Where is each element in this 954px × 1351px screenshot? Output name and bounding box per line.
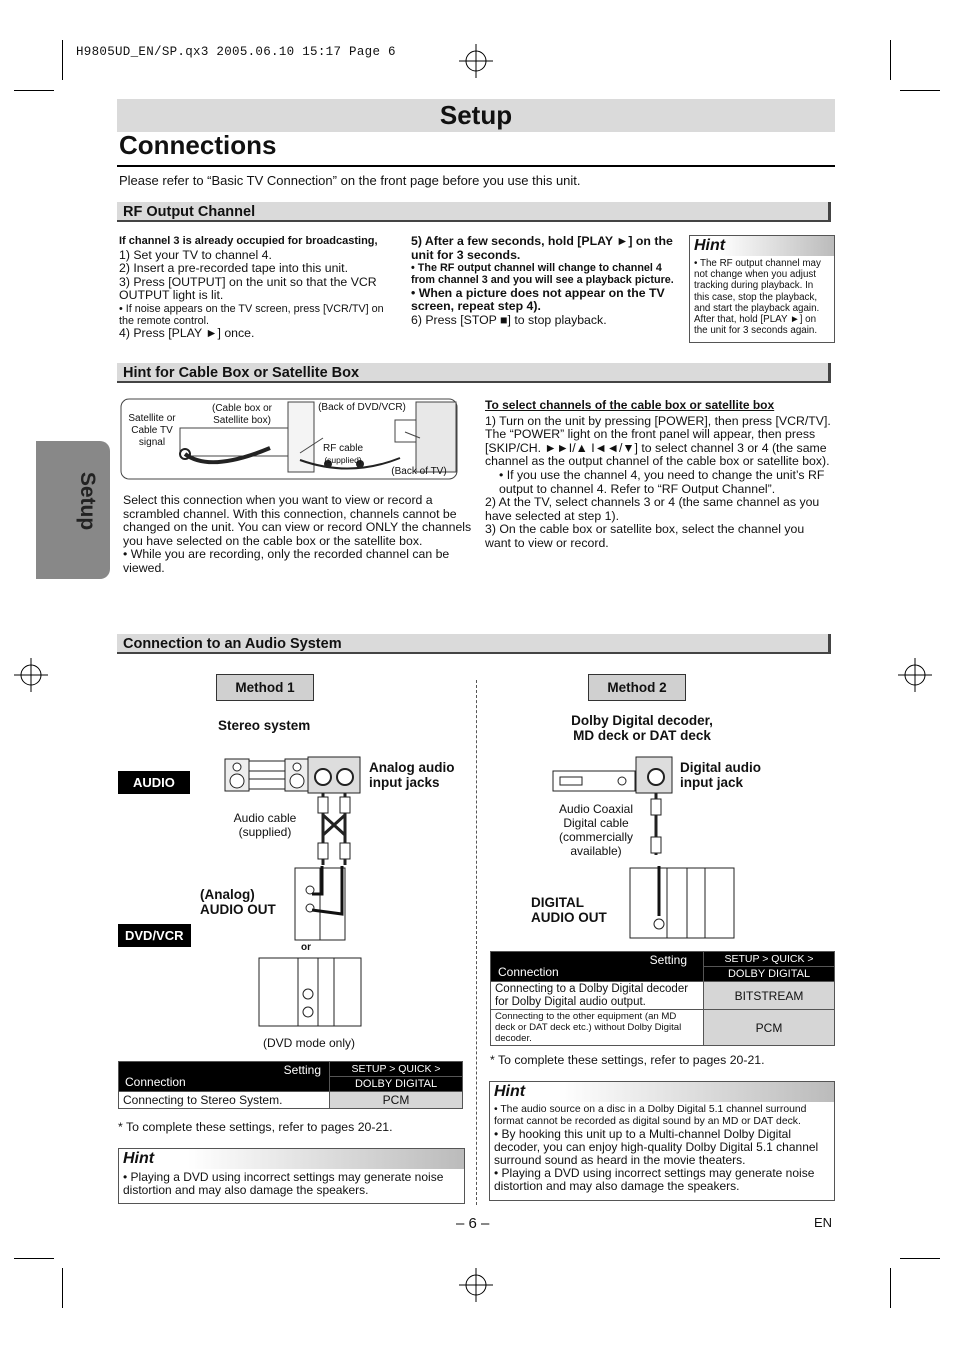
method1-jacks-label: Analog audio input jacks [369, 760, 455, 790]
rf-mid-column [411, 235, 686, 327]
diagram-box-label: (Cable box or Satellite box) [211, 403, 273, 426]
dvd-mode-label: (DVD mode only) [262, 1036, 356, 1050]
rf-step: 5) After a few seconds, hold [PLAY ►] on the unit for 3 seconds. [411, 234, 673, 262]
method1-hint-box [118, 1148, 465, 1204]
method2-cable-label: Audio Coaxial Digital cable (commercially available) [558, 802, 634, 858]
table-row-value: PCM [330, 1092, 463, 1109]
rf-left-column [119, 235, 399, 341]
hint-text: • The RF output channel may not change when you adjust tracking during playback. In this case, stop the playback, and start the playback again. After that, hold [PLAY ►] on the unit for 3 seconds again. [694, 258, 821, 337]
method1-note: * To complete these settings, refer to pages 20-21. [118, 1120, 393, 1134]
hint-title: Hint [119, 1149, 464, 1169]
cable-heading: Hint for Cable Box or Satellite Box [117, 363, 831, 383]
method1-out-label: (Analog) AUDIO OUT [200, 887, 276, 917]
rf-lead: If channel 3 is already occupied for broadcasting, [119, 235, 378, 247]
side-tab-label: Setup [76, 471, 100, 531]
table-row-label: Connecting to the other equipment (an MD deck or DAT deck etc.) without Dolby Digital decoder. [491, 1010, 704, 1046]
registration-mark-icon [14, 658, 48, 692]
cable-desc-text: Select this connection when you want to view or record a scrambled channel. With this connection, channels cannot be changed on the unit. You can view or record ONLY the channels you have selected on the cable box or the satellite box. [123, 493, 472, 548]
method1-device: Stereo system [218, 718, 311, 733]
crop-mark [62, 40, 63, 80]
method1-label: Method 1 [216, 674, 314, 701]
table-row-label: Connecting to Stereo System. [119, 1092, 330, 1109]
method1-cable-label: Audio cable (supplied) [233, 811, 297, 839]
hint-text: • Playing a DVD using incorrect settings may generate noise distortion and may also damage the speakers. [494, 1166, 815, 1193]
dvd-digital-panel-diagram [629, 866, 735, 940]
rf-step: • The RF output channel will change to channel 4 from channel 3 and you will see a playback picture. [411, 262, 674, 287]
table-col: DOLBY DIGITAL [330, 1077, 463, 1092]
diagram-back-tv-label: (Back of TV) [391, 466, 447, 477]
audio-heading: Connection to an Audio System [117, 634, 831, 654]
diagram-rf-cable-label: RF cable [322, 443, 363, 454]
cable-bullet: • While you are recording, only the recorded channel can be viewed. [123, 547, 450, 575]
method1-settings-table [118, 1061, 463, 1109]
dvdvcr-panel-diagram [294, 864, 346, 942]
method2-note: * To complete these settings, refer to pages 20-21. [490, 1053, 765, 1067]
rf-step: 4) Press [PLAY ►] once. [119, 326, 255, 341]
side-tab [36, 441, 110, 579]
audio-badge: AUDIO [118, 771, 190, 794]
crop-mark [14, 1258, 54, 1259]
crop-mark [900, 90, 940, 91]
rf-step: 1) Set your TV to channel 4. [119, 247, 272, 262]
rf-step: • When a picture does not appear on the TV screen, repeat step 4). [411, 285, 665, 314]
cable-right-title: To select channels of the cable box or satellite box [485, 398, 775, 412]
diagram-supplied-label: (supplied) [324, 455, 362, 465]
rf-step: • If noise appears on the TV screen, press [VCR/TV] on the remote control. [119, 302, 384, 328]
table-connection-label: Connection [498, 965, 559, 979]
table-corner [491, 952, 704, 982]
intro-text: Please refer to “Basic TV Connection” on the front page before you use this unit. [119, 173, 581, 188]
page-number: – 6 – [456, 1215, 490, 1232]
hint-title: Hint [690, 236, 834, 256]
table-row-value: PCM [704, 1010, 835, 1046]
hint-text: • Playing a DVD using incorrect settings may generate noise distortion and may also damage the speakers. [123, 1170, 444, 1197]
or-label: or [301, 942, 311, 953]
crop-mark [62, 1268, 63, 1308]
rf-hint-box [689, 235, 835, 343]
table-path: SETUP > QUICK > [704, 952, 835, 967]
section-title: Connections [119, 130, 277, 160]
cable-right-column [485, 399, 833, 551]
stereo-system-diagram [224, 755, 362, 865]
table-setting-label: Setting [649, 953, 687, 967]
method2-device: Dolby Digital decoder, MD deck or DAT deck [571, 713, 713, 743]
method2-jack-label: Digital audio input jack [680, 760, 761, 790]
hint-text: • The audio source on a disc in a Dolby Digital 5.1 channel surround format cannot be recorded as digital sound by an MD or DAT deck. [494, 1104, 807, 1127]
title-rule [117, 165, 835, 167]
cable-desc [123, 494, 475, 576]
rf-heading: RF Output Channel [117, 202, 831, 222]
table-row-value: BITSTREAM [704, 982, 835, 1010]
rf-step: 6) Press [STOP ■] to stop playback. [411, 312, 607, 327]
registration-mark-icon [898, 658, 932, 692]
table-corner [119, 1062, 330, 1092]
registration-mark-icon [459, 1268, 493, 1302]
method2-hint-box [489, 1081, 835, 1201]
crop-mark [890, 40, 891, 80]
crop-mark [14, 90, 54, 91]
table-path: SETUP > QUICK > [330, 1062, 463, 1077]
table-col: DOLBY DIGITAL [704, 967, 835, 982]
method-divider [476, 680, 477, 1205]
file-header: H9805UD_EN/SP.qx3 2005.06.10 15:17 Page 6 [76, 45, 396, 59]
diagram-back-dvd-label: (Back of DVD/VCR) [318, 402, 406, 413]
registration-mark-icon [459, 44, 493, 78]
crop-mark [890, 1268, 891, 1308]
table-setting-label: Setting [283, 1063, 321, 1077]
hint-title: Hint [490, 1082, 834, 1102]
hint-body [490, 1102, 834, 1193]
rf-step: 3) Press [OUTPUT] on the unit so that the VCR OUTPUT light is lit. [119, 274, 377, 303]
rf-step: 2) Insert a pre-recorded tape into this unit. [119, 261, 348, 276]
cable-step: 2) At the TV, select channels 3 or 4 (the same channel as you have selected at step 1). [485, 495, 820, 523]
method2-label: Method 2 [588, 674, 686, 701]
dvdvcr-badge: DVD/VCR [118, 924, 191, 947]
page-title: Setup [117, 99, 835, 132]
cable-step: 1) Turn on the unit by pressing [POWER], then press [VCR/TV]. The “POWER” light on the front panel will appear, then press [SKIP/CH. ►►I/▲ I◄◄/▼] to select channel 3 or 4 (the same channel as the output channel of the cable box or satellite box). [485, 413, 831, 469]
method2-settings-table [490, 951, 835, 1046]
cable-step: 3) On the cable box or satellite box, select the channel you want to view or record. [485, 522, 805, 550]
dvd-panel-diagram [258, 956, 362, 1028]
table-row-label: Connecting to a Dolby Digital decoder for Dolby Digital audio output. [491, 982, 704, 1010]
diagram-signal-label: Satellite or Cable TV signal [128, 413, 176, 448]
method2-out-label: DIGITAL AUDIO OUT [531, 895, 607, 925]
cable-step: • If you use the channel 4, you need to change the unit’s RF output to channel 4. Refer to “RF Output Channel”. [499, 467, 825, 496]
hint-text: • By hooking this unit up to a Multi-channel Dolby Digital decoder, you can enjoy high-quality Dolby Digital 5.1 channel surround sound as heard in the movie theaters. [494, 1127, 819, 1167]
table-connection-label: Connection [125, 1075, 186, 1089]
language-label: EN [814, 1215, 833, 1230]
crop-mark [900, 1258, 940, 1259]
